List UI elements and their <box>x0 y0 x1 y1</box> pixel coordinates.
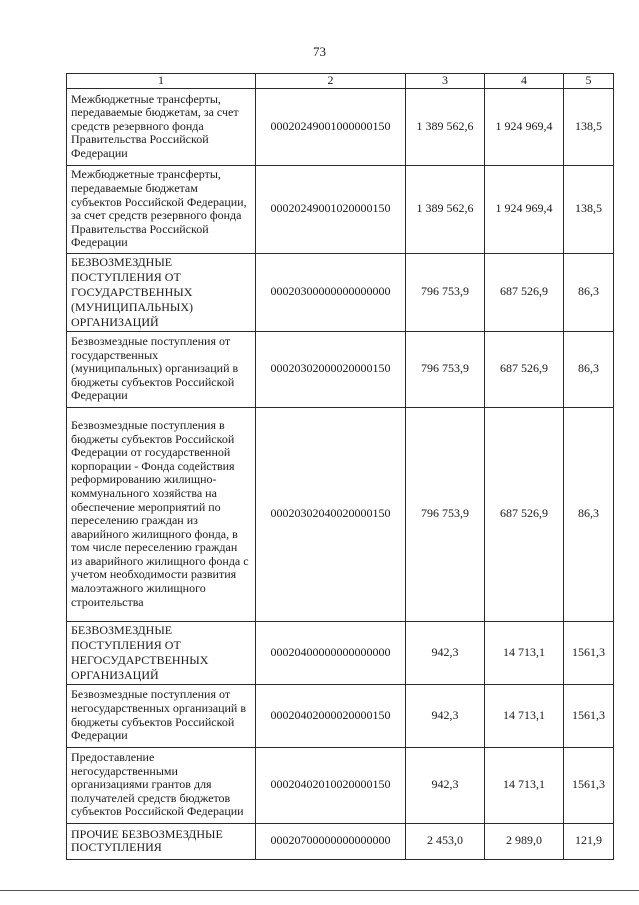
row-percent: 1561,3 <box>564 747 614 823</box>
table-row <box>67 253 614 331</box>
row-percent: 138,5 <box>564 165 614 253</box>
row-value-1: 796 753,9 <box>406 253 485 331</box>
row-value-1: 942,3 <box>406 621 485 684</box>
table-row <box>67 407 614 621</box>
table-row <box>67 621 614 684</box>
row-name: Межбюджетные трансферты, передаваемые бюджетам, за счет средств резервного фонда Правительства Российской Федерации <box>67 88 256 165</box>
row-value-2: 14 713,1 <box>485 621 564 684</box>
row-code: 00020300000000000000 <box>256 253 406 331</box>
row-value-2: 687 526,9 <box>485 407 564 621</box>
column-header-4: 4 <box>485 74 564 89</box>
table-row <box>67 684 614 747</box>
row-name: Предоставление негосударственными организациями грантов для получателей средств бюджетов субъектов Российской Федерации <box>67 747 256 823</box>
column-header-1: 1 <box>67 74 256 89</box>
row-code: 00020700000000000000 <box>256 823 406 859</box>
row-value-2: 687 526,9 <box>485 331 564 407</box>
table-row <box>67 88 614 165</box>
row-value-2: 14 713,1 <box>485 684 564 747</box>
row-code: 00020302040020000150 <box>256 407 406 621</box>
row-value-2: 2 989,0 <box>485 823 564 859</box>
row-name: ПРОЧИЕ БЕЗВОЗМЕЗДНЫЕ ПОСТУПЛЕНИЯ <box>67 823 256 859</box>
row-name: Безвозмездные поступления от государственных (муниципальных) организаций в бюджеты субъектов Российской Федерации <box>67 331 256 407</box>
row-name: Безвозмездные поступления в бюджеты субъектов Российской Федерации от государственной корпорации - Фонда содействия реформированию жилищно-коммунального хозяйства на обеспечение мероприятий по переселению граждан из аварийного жилищного фонда, в том числе переселению граждан из аварийного жилищного фонда с учетом необходимости развития малоэтажного жилищного строительства <box>67 407 256 621</box>
row-value-2: 1 924 969,4 <box>485 88 564 165</box>
column-header-5: 5 <box>564 74 614 89</box>
row-name: БЕЗВОЗМЕЗДНЫЕ ПОСТУПЛЕНИЯ ОТ НЕГОСУДАРСТВЕННЫХ ОРГАНИЗАЦИЙ <box>67 621 256 684</box>
row-name: БЕЗВОЗМЕЗДНЫЕ ПОСТУПЛЕНИЯ ОТ ГОСУДАРСТВЕННЫХ (МУНИЦИПАЛЬНЫХ) ОРГАНИЗАЦИЙ <box>67 253 256 331</box>
row-percent: 86,3 <box>564 331 614 407</box>
row-code: 00020249001000000150 <box>256 88 406 165</box>
row-value-1: 796 753,9 <box>406 407 485 621</box>
row-percent: 1561,3 <box>564 621 614 684</box>
row-value-1: 942,3 <box>406 747 485 823</box>
row-value-1: 942,3 <box>406 684 485 747</box>
table-row <box>67 823 614 859</box>
row-percent: 86,3 <box>564 407 614 621</box>
table-row <box>67 165 614 253</box>
column-header-2: 2 <box>256 74 406 89</box>
column-header-3: 3 <box>406 74 485 89</box>
row-code: 00020249001020000150 <box>256 165 406 253</box>
budget-table <box>66 73 614 860</box>
table-row <box>67 747 614 823</box>
row-value-1: 2 453,0 <box>406 823 485 859</box>
row-percent: 1561,3 <box>564 684 614 747</box>
row-value-2: 1 924 969,4 <box>485 165 564 253</box>
row-percent: 86,3 <box>564 253 614 331</box>
row-code: 00020402000020000150 <box>256 684 406 747</box>
table-header-row <box>67 74 614 89</box>
row-code: 00020302000020000150 <box>256 331 406 407</box>
row-value-1: 796 753,9 <box>406 331 485 407</box>
row-value-1: 1 389 562,6 <box>406 88 485 165</box>
row-name: Безвозмездные поступления от негосударственных организаций в бюджеты субъектов Российской Федерации <box>67 684 256 747</box>
row-percent: 121,9 <box>564 823 614 859</box>
row-value-1: 1 389 562,6 <box>406 165 485 253</box>
row-name: Межбюджетные трансферты, передаваемые бюджетам субъектов Российской Федерации, за счет средств резервного фонда Правительства Российской Федерации <box>67 165 256 253</box>
page-number: 73 <box>313 44 326 59</box>
bottom-rule <box>0 890 639 891</box>
row-code: 00020400000000000000 <box>256 621 406 684</box>
row-percent: 138,5 <box>564 88 614 165</box>
row-code: 00020402010020000150 <box>256 747 406 823</box>
row-value-2: 687 526,9 <box>485 253 564 331</box>
table-row <box>67 331 614 407</box>
row-value-2: 14 713,1 <box>485 747 564 823</box>
